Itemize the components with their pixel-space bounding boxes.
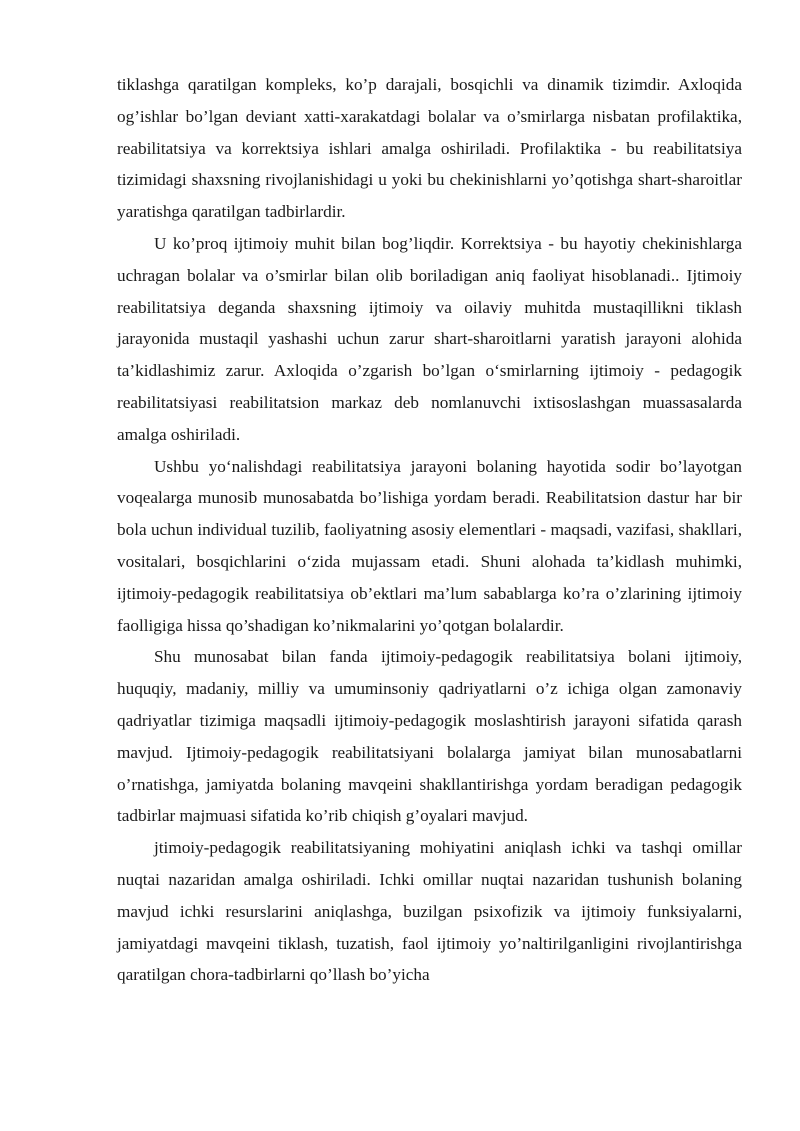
paragraph-social-pedagogical-rehabilitation: Shu munosabat bilan fanda ijtimoiy-pedagogik reabilitatsiya bolani ijtimoiy, huquqiy, madaniy, milliy va umuminsoniy qadriyatlarni o’z ichiga olgan zamonaviy qadriyatlar tizimiga maqsadli ijtimoiy-pedagogik moslashtirish jarayoni sifatida qarash mavjud. Ijtimoiy-pedagogik reabilitatsiyani bolalarga jamiyat bilan munosabatlarni o’rnatishga, jamiyatda bolaning mavqeini shakllantirishga yordam beradigan pedagogik tadbirlar majmuasi sifatida ko’rib chiqish g’oyalari mavjud. bbox=[117, 647, 742, 826]
paragraph-continuation: tiklashga qaratilgan kompleks, ko’p darajali, bosqichli va dinamik tizimdir. Axloqida og’ishlar bo’lgan deviant xatti-xarakatdagi bolalar va o’smirlarga nisbatan profilaktika, reabilitatsiya va korrektsiya ishlari amalga oshiriladi. Profilaktika - bu reabilitatsiya tizimidagi shaxsning rivojlanishidagi u yoki bu chekinishlarni yo’qotishga shart-sharoitlar yaratishga qaratilgan tadbirlardir. bbox=[117, 75, 742, 222]
document-page bbox=[117, 69, 742, 991]
paragraph-internal-external-factors: jtimoiy-pedagogik reabilitatsiyaning mohiyatini aniqlash ichki va tashqi omillar nuqtai nazaridan amalga oshiriladi. Ichki omillar nuqtai nazaridan tushunish bolaning mavjud ichki resurslarini aniqlashga, buzilgan psixofizik va ijtimoiy funksiyalarni, jamiyatdagi mavqeini tiklash, tuzatish, faol ijtimoiy yo’naltirilganligini rivojlantirishga qaratilgan chora-tadbirlarni qo’llash bo’yicha bbox=[117, 838, 742, 985]
paragraph-correction: U ko’proq ijtimoiy muhit bilan bog’liqdir. Korrektsiya - bu hayotiy chekinishlarga uchragan bolalar va o’smirlar bilan olib boriladigan aniq faoliyat hisoblanadi.. Ijtimoiy reabilitatsiya deganda shaxsning ijtimoiy va oilaviy muhitda mustaqillikni tiklash jarayonida mustaqil yashashi uchun zarur shart-sharoitlarni yaratish jarayoni alohida ta’kidlashimiz zarur. Axloqida o’zgarish bo’lgan o‘smirlarning ijtimoiy - pedagogik reabilitatsiyasi reabilitatsion markaz deb nomlanuvchi ixtisoslashgan muassasalarda amalga oshiriladi. bbox=[117, 233, 742, 444]
paragraph-rehabilitation-process: Ushbu yo‘nalishdagi reabilitatsiya jarayoni bolaning hayotida sodir bo’layotgan voqealarga munosib munosabatda bo’lishiga yordam beradi. Reabilitatsion dastur har bir bola uchun individual tuzilib, faoliyatning asosiy elementlari - maqsadi, vazifasi, shakllari, vositalari, bosqichlarini o‘zida mujassam etadi. Shuni alohada ta’kidlash muhimki, ijtimoiy-pedagogik reabilitatsiya ob’ektlari ma’lum sabablarga ko’ra o’zlarining ijtimoiy faolligiga hissa qo’shadigan ko’nikmalarini yo’qotgan bolalardir. bbox=[117, 456, 742, 635]
